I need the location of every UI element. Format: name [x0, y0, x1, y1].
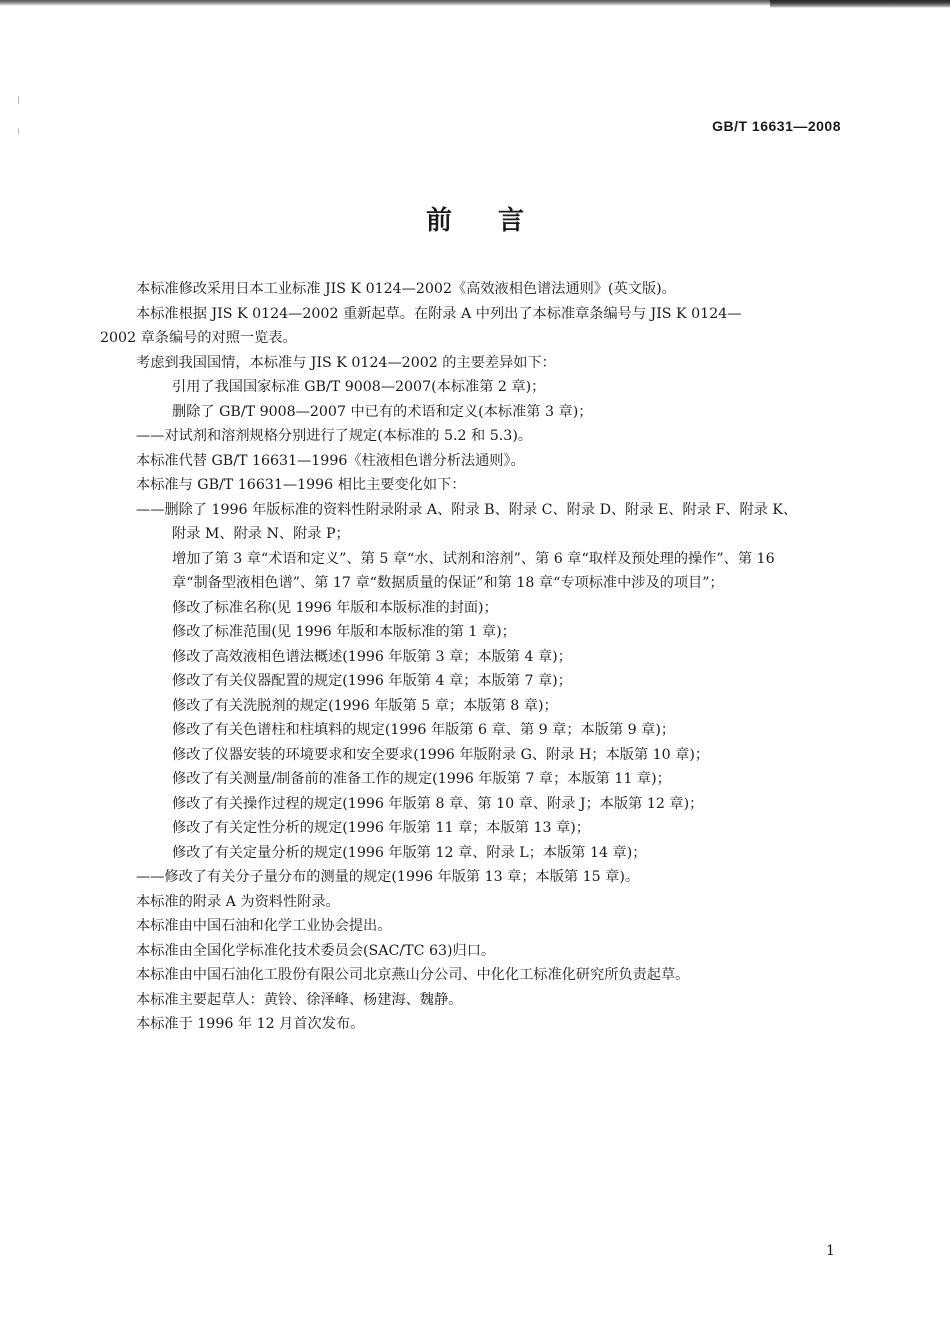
list-item: ——对试剂和溶剂规格分别进行了规定(本标准的 5.2 和 5.3)。: [136, 428, 533, 444]
list-item: 修改了高效液相色谱法概述(1996 年版第 3 章；本版第 4 章)；: [172, 648, 572, 665]
paragraph-adoption: 本标准修改采用日本工业标准 JIS K 0124—2002《高效液相色谱法通则》(英文版)。: [136, 281, 676, 297]
paragraph-replaces: 本标准代替 GB/T 16631—1996《柱液相色谱分析法通则》。: [136, 452, 525, 469]
list-item: 修改了有关操作过程的规定(1996 年版第 8 章、第 10 章、附录 J；本版第 12 章)；: [172, 795, 704, 812]
paragraph-drafted-by: 本标准由中国石油化工股份有限公司北京燕山分公司、中化化工标准化研究所负责起草。: [136, 967, 690, 983]
document-body: [100, 277, 845, 1037]
paragraph-changes-intro: 本标准与 GB/T 16631—1996 相比主要变化如下：: [136, 477, 466, 493]
list-item: 增加了第 3 章“术语和定义”、第 5 章“水、试剂和溶剂”、第 6 章“取样及预处理的操作”、第 16: [172, 550, 775, 567]
list-item: 删除了 GB/T 9008—2007 中已有的术语和定义(本标准第 3 章)；: [172, 403, 593, 420]
page-title: 前言: [425, 206, 570, 236]
list-item-cont: 章“制备型液相色谱”、第 17 章“数据质量的保证”和第 18 章“专项标准中涉及的项目”；: [172, 575, 724, 591]
list-item: 修改了仪器安装的环境要求和安全要求(1996 年版附录 G、附录 H；本版第 10 章)；: [172, 746, 710, 763]
paragraph-centralized-by: 本标准由全国化学标准化技术委员会(SAC/TC 63)归口。: [136, 942, 496, 959]
paragraph-annex-note: 本标准的附录 A 为资料性附录。: [136, 893, 340, 910]
list-item: 修改了有关定量分析的规定(1996 年版第 12 章、附录 L；本版第 14 章)；: [172, 844, 647, 861]
list-item-cont: 附录 M、附录 N、附录 P；: [172, 526, 350, 542]
paragraph-redraft: 本标准根据 JIS K 0124—2002 重新起草。在附录 A 中列出了本标准章条编号与 JIS K 0124—: [136, 305, 742, 322]
paragraph-first-issued: 本标准于 1996 年 12 月首次发布。: [136, 1016, 365, 1032]
paragraph-differences-intro: 考虑到我国国情，本标准与 JIS K 0124—2002 的主要差异如下：: [136, 354, 556, 371]
list-item: 修改了有关测量/制备前的准备工作的规定(1996 年版第 7 章；本版第 11 章)；: [172, 771, 671, 787]
standard-code: GB/T 16631—2008: [712, 118, 841, 134]
list-item: 修改了标准范围(见 1996 年版和本版标准的第 1 章)；: [172, 624, 516, 640]
list-item: 修改了有关色谱柱和柱填料的规定(1996 年版第 6 章、第 9 章；本版第 9 章)；: [172, 722, 676, 738]
top-border-accent: [770, 0, 950, 8]
list-item: 引用了我国国家标准 GB/T 9008—2007(本标准第 2 章)；: [172, 379, 546, 395]
scan-mark: [18, 96, 19, 104]
paragraph-proposed-by: 本标准由中国石油和化学工业协会提出。: [136, 918, 392, 934]
list-item: 修改了标准名称(见 1996 年版和本版标准的封面)；: [172, 599, 498, 616]
paragraph-redraft-cont: 2002 章条编号的对照一览表。: [100, 330, 297, 346]
list-item: 修改了有关仪器配置的规定(1996 年版第 4 章；本版第 7 章)；: [172, 673, 572, 689]
paragraph-drafters: 本标准主要起草人：黄铃、徐泽峰、杨建海、魏静。: [136, 991, 463, 1008]
list-item: 修改了有关洗脱剂的规定(1996 年版第 5 章；本版第 8 章)；: [172, 697, 558, 714]
list-item: ——修改了有关分子量分布的测量的规定(1996 年版第 13 章；本版第 15 章)。: [136, 869, 640, 885]
list-item: 修改了有关定性分析的规定(1996 年版第 11 章；本版第 13 章)；: [172, 820, 590, 836]
page-number: 1: [826, 1243, 835, 1259]
scan-mark: [18, 128, 19, 134]
list-item: ——删除了 1996 年版标准的资料性附录附录 A、附录 B、附录 C、附录 D、附录 E、附录 F、附录 K、: [136, 501, 798, 518]
